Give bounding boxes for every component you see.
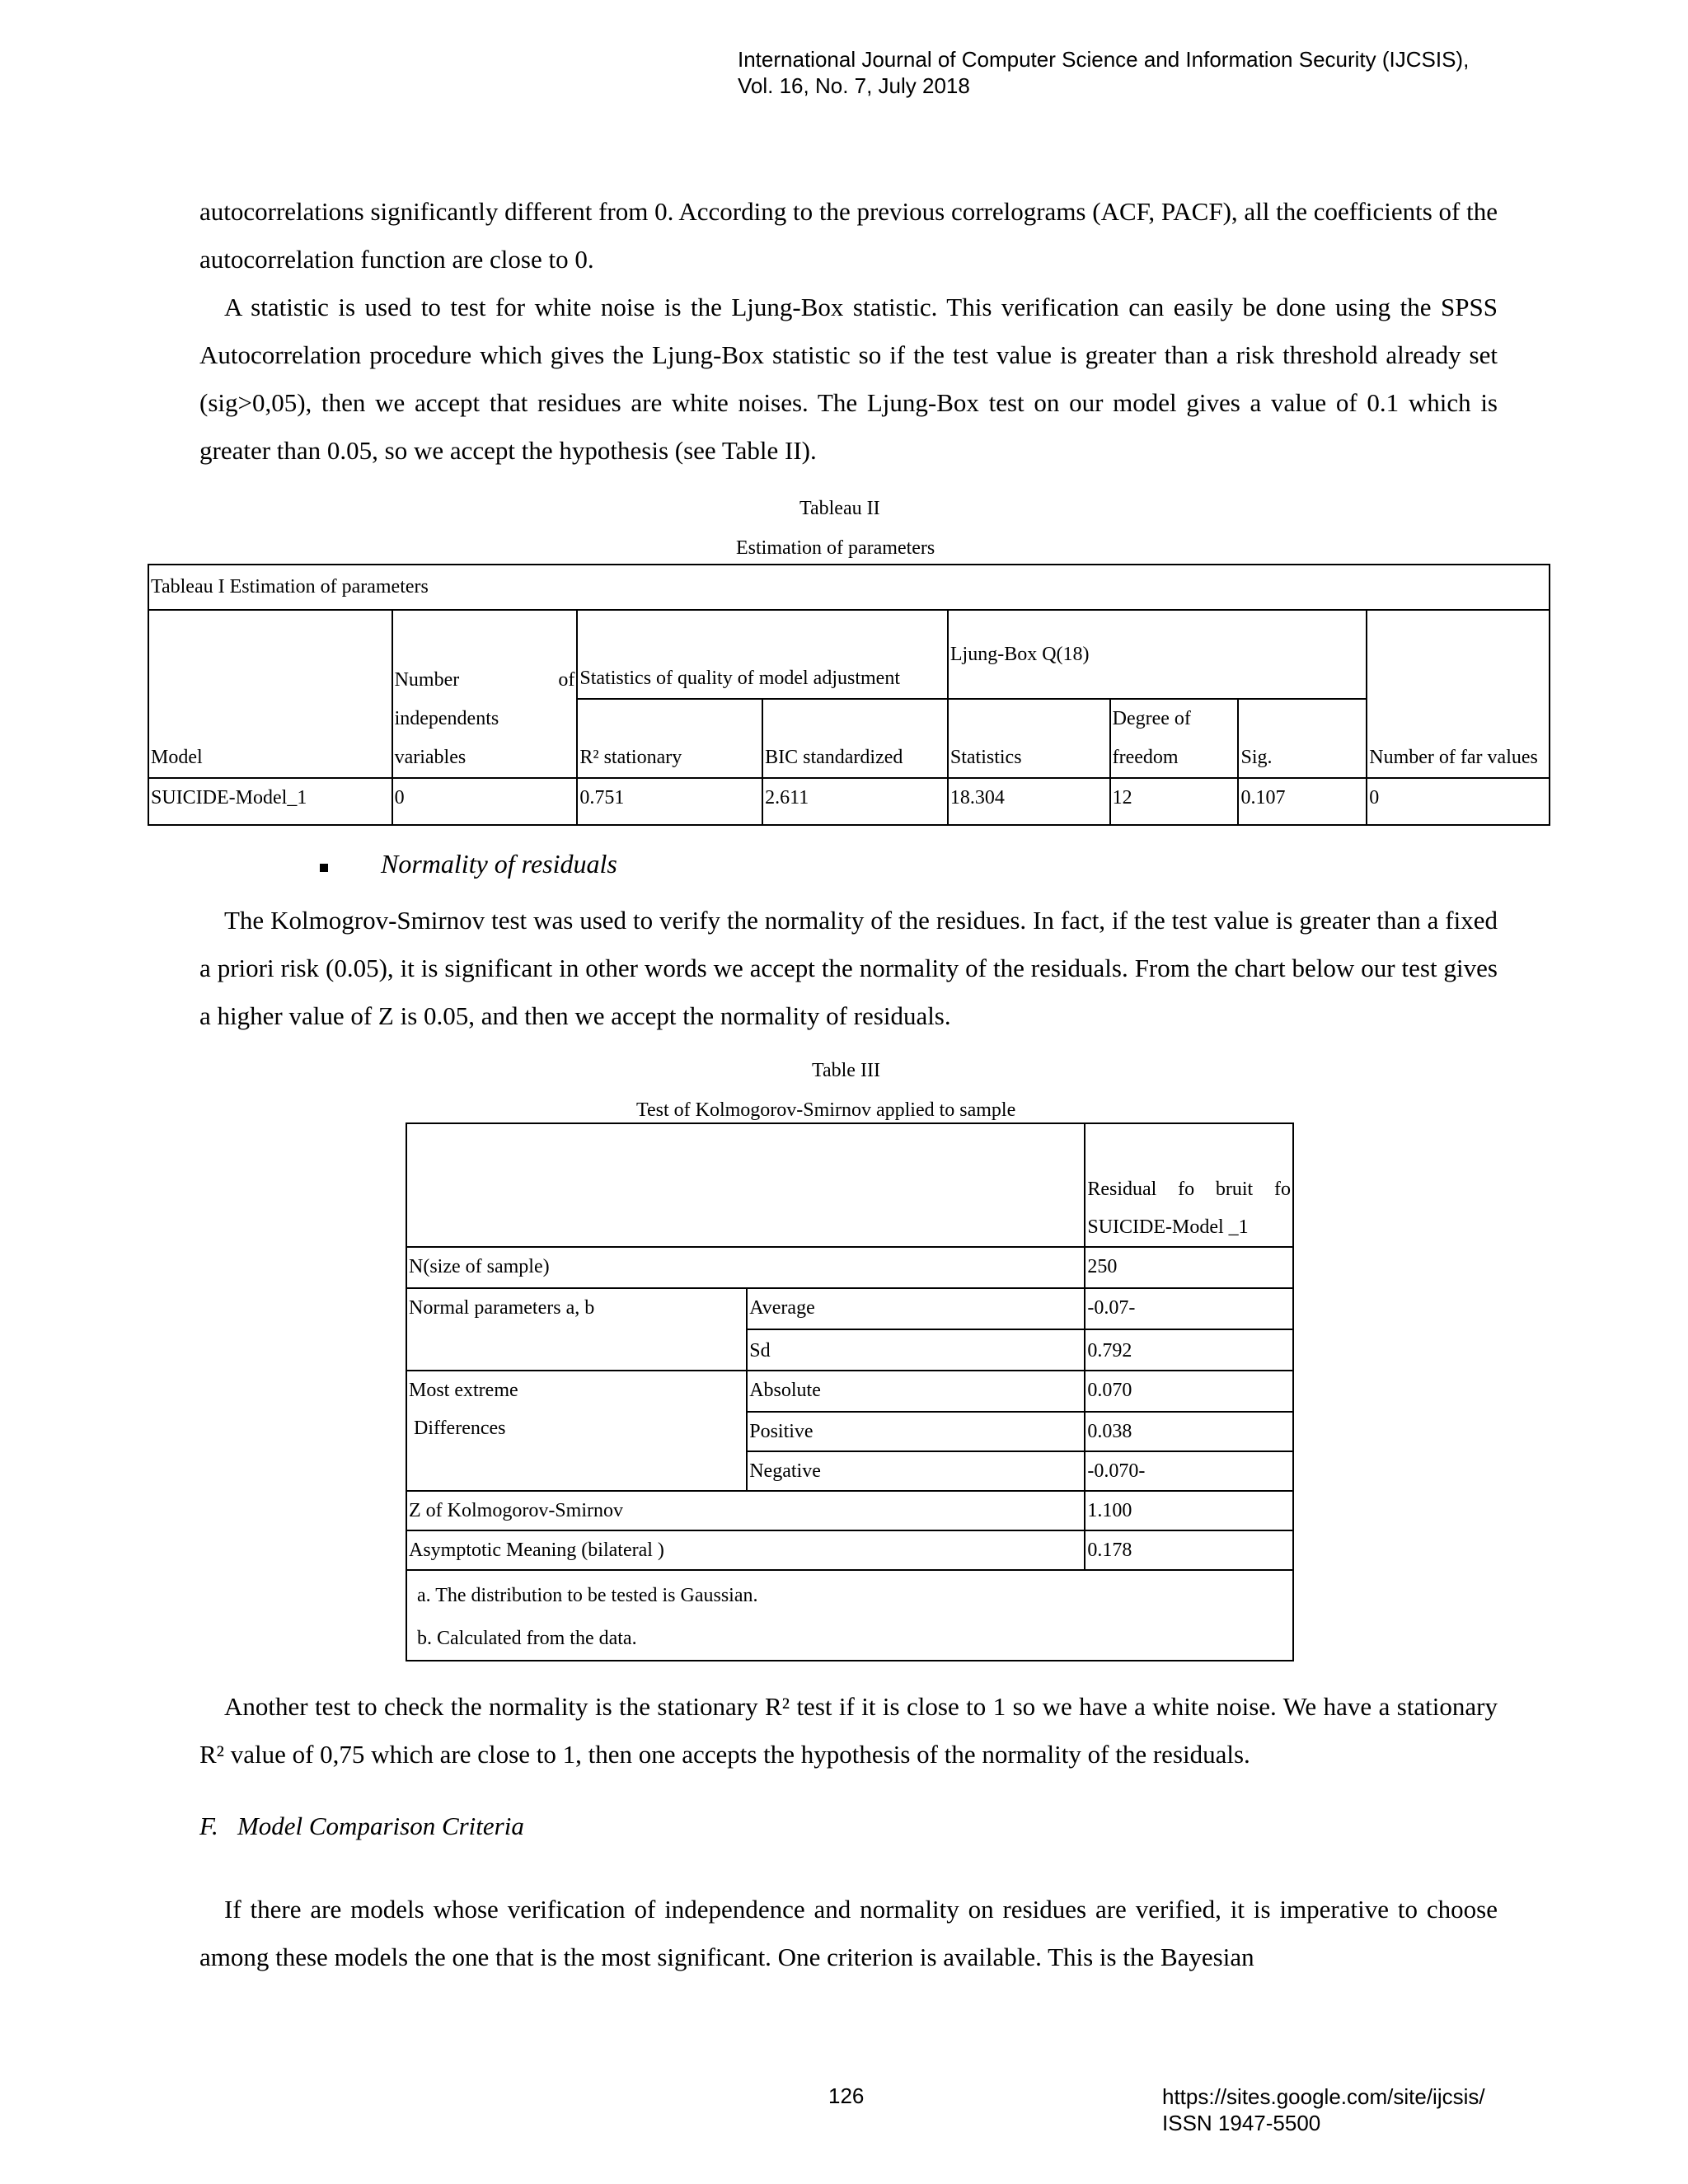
paragraph-ljung-box: A statistic is used to test for white noise is the Ljung-Box statistic. This verification can easily be done using the SPSS Autocorrelation procedure which gives the Ljung-Box statistic so if the test value is greater than a risk threshold already set (sig>0,05), then we accept that residues are white noises. The Ljung-Box test on our model gives a value of 0.1 which is greater than 0.05, so we accept the hypothesis (see Table II). xyxy=(199,293,1498,465)
table3-value-sd: 0.792 xyxy=(1085,1329,1293,1371)
table3-label-most-extreme xyxy=(406,1371,747,1491)
table2-header-r2: R² stationary xyxy=(577,699,762,778)
table2-header-bic: BIC standardized xyxy=(762,699,948,778)
table2-cell-num-indep: 0 xyxy=(392,778,578,825)
table3-value-asymptotic: 0.178 xyxy=(1085,1530,1293,1570)
table3-footnotes xyxy=(406,1570,1293,1661)
table2-header-num-indep: Number of independents variables xyxy=(392,610,578,778)
table2-header-dof: Degree of freedom xyxy=(1110,699,1239,778)
table3-value-negative: -0.070- xyxy=(1085,1451,1293,1491)
table3-label-average: Average xyxy=(747,1288,1085,1329)
paragraph-stationary-r2: Another test to check the normality is the stationary R² test if it is close to 1 so we have a white noise. We have a stationary R² value of 0,75 which are close to 1, then one accepts the hypothesis of the normality of the residuals. xyxy=(199,1692,1498,1769)
table3-label-positive: Positive xyxy=(747,1412,1085,1451)
table3-label-most-extreme-line1: Most extreme xyxy=(409,1380,518,1401)
table2-caption-number: Tableau II xyxy=(799,498,880,519)
table2-cell-statistics: 18.304 xyxy=(948,778,1110,825)
table3-label-sd: Sd xyxy=(747,1329,1085,1371)
paragraph-autocorrelations: autocorrelations significantly different from 0. According to the previous correlograms (ACF, PACF), all the coefficients of the autocorrelation function are close to 0. xyxy=(199,197,1498,274)
footer-info xyxy=(1162,2083,1485,2136)
table-estimation-parameters xyxy=(148,564,1550,826)
table2-header-stats-quality: Statistics of quality of model adjustment xyxy=(577,610,948,699)
table2-title-row: Tableau I Estimation of parameters xyxy=(148,565,1550,610)
table3-label-asymptotic: Asymptotic Meaning (bilateral ) xyxy=(406,1530,1085,1570)
table3-label-normal-params: Normal parameters a, b xyxy=(406,1288,747,1371)
table-kolmogorov-smirnov xyxy=(406,1122,1294,1661)
table3-label-absolute: Absolute xyxy=(747,1371,1085,1412)
table2-cell-dof: 12 xyxy=(1110,778,1239,825)
table2-header-sig: Sig. xyxy=(1238,699,1367,778)
section-heading-model-comparison: F. Model Comparison Criteria xyxy=(199,1811,524,1840)
table2-cell-model: SUICIDE-Model_1 xyxy=(148,778,392,825)
journal-header-line1: International Journal of Computer Science and Information Security (IJCSIS), xyxy=(738,47,1470,72)
table3-note-a: a. The distribution to be tested is Gaussian. xyxy=(417,1585,758,1606)
table3-header-empty xyxy=(406,1123,1085,1247)
table2-cell-sig: 0.107 xyxy=(1238,778,1367,825)
paragraph-kolmogorov-smirnov: The Kolmogrov-Smirnov test was used to verify the normality of the residues. In fact, if the test value is greater than a fixed a priori risk (0.05), it is significant in other words we accept the normality of the residuals. From the chart below our test gives a higher value of Z is 0.05, and then we accept the normality of residuals. xyxy=(199,906,1498,1030)
table3-caption-title: Test of Kolmogorov-Smirnov applied to sample xyxy=(636,1099,1016,1121)
table2-header-model: Model xyxy=(148,610,392,778)
table3-caption-number: Table III xyxy=(812,1060,880,1081)
table2-caption-title: Estimation of parameters xyxy=(736,537,935,559)
footer-url: https://sites.google.com/site/ijcsis/ xyxy=(1162,2084,1485,2109)
table3-value-positive: 0.038 xyxy=(1085,1412,1293,1451)
table3-label-z: Z of Kolmogorov-Smirnov xyxy=(406,1491,1085,1530)
table2-cell-num-far: 0 xyxy=(1367,778,1550,825)
table3-note-b: b. Calculated from the data. xyxy=(417,1628,637,1649)
square-bullet-icon xyxy=(320,864,328,872)
table2-header-statistics: Statistics xyxy=(948,699,1110,778)
table2-header-num-far: Number of far values xyxy=(1367,610,1550,778)
footer-issn: ISSN 1947-5500 xyxy=(1162,2111,1321,2135)
table3-value-z: 1.100 xyxy=(1085,1491,1293,1530)
table2-cell-r2: 0.751 xyxy=(577,778,762,825)
table2-cell-bic: 2.611 xyxy=(762,778,948,825)
journal-header-line2: Vol. 16, No. 7, July 2018 xyxy=(738,73,970,98)
subsection-normality-of-residuals: Normality of residuals xyxy=(381,849,617,879)
table3-header-residual: Residual fo bruit fo SUICIDE-Model _1 xyxy=(1085,1123,1293,1247)
table3-value-n: 250 xyxy=(1085,1247,1293,1288)
table2-header-ljung-box: Ljung-Box Q(18) xyxy=(948,610,1367,699)
table3-label-n: N(size of sample) xyxy=(406,1247,1085,1288)
table3-label-most-extreme-line2: Differences xyxy=(409,1418,506,1439)
table-row xyxy=(148,778,1550,825)
journal-header xyxy=(738,46,1469,99)
table3-value-absolute: 0.070 xyxy=(1085,1371,1293,1412)
page-number: 126 xyxy=(828,2083,865,2108)
table3-value-average: -0.07- xyxy=(1085,1288,1293,1329)
paragraph-model-selection: If there are models whose verification of independence and normality on residues are verified, it is imperative to choose among these models the one that is the most significant. One criterion is available. This is the Bayesian xyxy=(199,1895,1498,1971)
table3-label-negative: Negative xyxy=(747,1451,1085,1491)
